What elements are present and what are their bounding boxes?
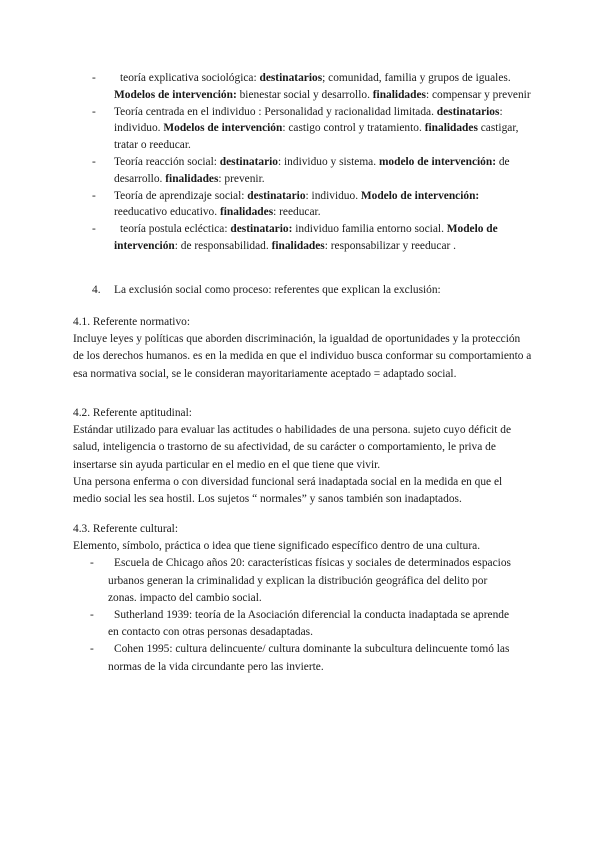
list-item (92, 104, 532, 154)
list-dash: - (92, 189, 96, 202)
list-item (92, 154, 532, 188)
list-dash: - (90, 609, 94, 622)
list-item (90, 555, 515, 607)
cultural-theory-list (90, 555, 515, 675)
list-dash: - (90, 643, 94, 656)
point-number: 4. (92, 284, 101, 296)
list-item-text: Escuela de Chicago años 20: características físicas y sociales de determinados espacios urbanos generan la criminalidad y explican la distribución geográfica del delito por zonas. impacto del cambio social. (108, 557, 511, 604)
list-item-text: Teoría de aprendizaje social: destinatario: individuo. Modelo de intervención: reeducativo educativo. finalidades: reeducar. (114, 189, 480, 219)
section-body: Elemento, símbolo, práctica o idea que tiene significado específico dentro de una cultura. (73, 540, 481, 553)
list-dash: - (92, 105, 96, 118)
section-heading: 4.1. Referente normativo: (73, 316, 191, 328)
section-body: Una persona enferma o con diversidad funcional será inadaptada social en la medida en que el medio social les sea hostil. Los sujetos “ normales” y sanos también son inadaptados. (73, 475, 503, 506)
section-heading: 4.2. Referente aptitudinal: (73, 407, 192, 419)
list-item (90, 641, 515, 675)
list-item-text: Cohen 1995: cultura delincuente/ cultura dominante la subcultura delincuente tomó las normas de la vida circundante pero las invierte. (108, 643, 510, 673)
list-item (92, 221, 532, 255)
section-heading: 4.3. Referente cultural: (73, 523, 179, 535)
list-dash: - (92, 72, 96, 84)
list-item (90, 607, 515, 641)
list-item-text: Sutherland 1939: teoría de la Asociación diferencial la conducta inadaptada se aprende en contacto con otras personas desadaptadas. (108, 609, 510, 639)
section-body: Incluye leyes y políticas que aborden discriminación, la igualdad de oportunidades y la protección de los derechos humanos. es en la medida en que el individuo busca conformar su comportamiento a esa normativa social, se le consideran mayoritariamente aceptado = adaptado social. (73, 333, 532, 380)
list-item (92, 188, 532, 222)
section-4-1 (73, 314, 533, 383)
section-4-3 (73, 521, 533, 676)
section-body: Estándar utilizado para evaluar las actitudes o habilidades de una persona. sujeto cuyo déficit de salud, inteligencia o trastorno de su afectividad, de su carácter o comportamiento, le priva de insertarse sin ayuda particular en el medio en el que tiene que vivir. (73, 424, 512, 471)
list-dash: - (92, 223, 96, 236)
point-text: La exclusión social como proceso: referentes que explican la exclusión: (114, 284, 441, 296)
list-item-text: teoría explicativa sociológica: destinatarios; comunidad, familia y grupos de iguales. Modelos de intervención: bienestar social y desarrollo. finalidades: compensar y prevenir (114, 72, 531, 101)
theory-list (92, 70, 532, 255)
section-4-2 (73, 405, 533, 508)
list-item-text: teoría postula ecléctica: destinatario: individuo familia entorno social. Modelo de intervención: de responsabilidad. finalidades: responsabilizar y reeducar . (114, 223, 498, 252)
list-item-text: Teoría centrada en el individuo : Personalidad y racionalidad limitada. destinatarios: individuo. Modelos de intervención: castigo control y tratamiento. finalidades castigar, tratar o reeducar. (114, 105, 519, 152)
list-dash: - (92, 155, 96, 168)
list-dash: - (90, 557, 94, 570)
numbered-point-4 (92, 282, 532, 299)
list-item-text: Teoría reacción social: destinatario: individuo y sistema. modelo de intervención: de desarrollo. finalidades: prevenir. (114, 155, 510, 185)
list-item (92, 70, 532, 104)
